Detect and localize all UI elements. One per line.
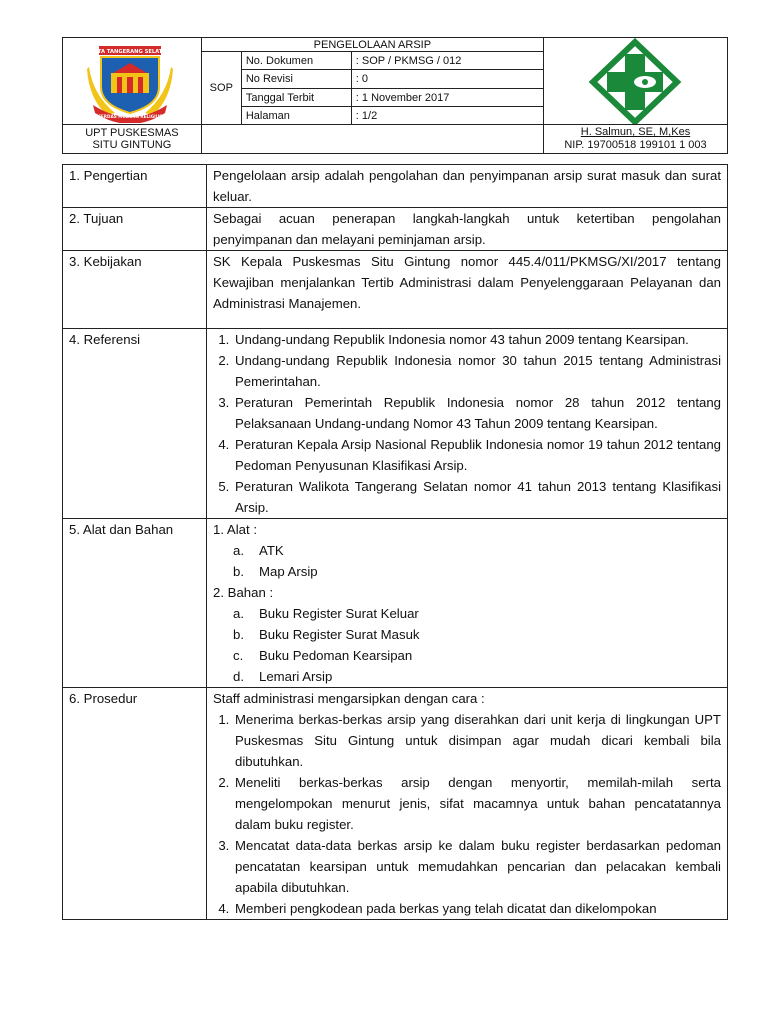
label-alat-bahan: 5. Alat dan Bahan (63, 519, 207, 688)
row-pengertian (63, 165, 728, 208)
alat-item (233, 540, 721, 561)
prosedur-item: 3. Mencatat data-data berkas arsip ke dalam buku register berdasarkan pedoman pencatatan kearsipan untuk memudahkan pencarian dan pelacakan kembali apabila dibutuhkan. (233, 835, 721, 898)
alat-letter: b. (233, 564, 244, 579)
referensi-item: 1. Undang-undang Republik Indonesia nomor 43 tahun 2009 tentang Kearsipan. (233, 329, 721, 350)
prosedur-item: 4. Memberi pengkodean pada berkas yang telah dicatat dan dikelompokan (233, 898, 721, 919)
alat-letter: a. (233, 543, 244, 558)
field-value-no-dokumen: : SOP / PKMSG / 012 (351, 52, 543, 70)
label-prosedur: 6. Prosedur (63, 688, 207, 920)
bahan-list (213, 603, 721, 687)
text-tujuan: Sebagai acuan penerapan langkah-langkah untuk ketertiban pengolahan penyimpanan dan melayani peminjaman arsip. (207, 208, 728, 251)
organization-name (63, 125, 202, 154)
alat-item (233, 561, 721, 582)
alat-text: ATK (259, 543, 284, 558)
row-kebijakan (63, 251, 728, 329)
label-pengertian: 1. Pengertian (63, 165, 207, 208)
bahan-text: Lemari Arsip (259, 669, 333, 684)
puskesmas-emblem-icon (587, 38, 683, 124)
bahan-letter: b. (233, 627, 244, 642)
signer-nip: NIP. 19700518 199101 1 003 (564, 139, 707, 151)
referensi-cell (207, 329, 728, 519)
row-prosedur (63, 688, 728, 920)
document-title: PENGELOLAAN ARSIP (201, 38, 543, 52)
referensi-item: 2. Undang-undang Republik Indonesia nomor 30 tahun 2015 tentang Administrasi Pemerintahan. (233, 350, 721, 392)
empty-cell (201, 125, 543, 154)
alat-text: Map Arsip (259, 564, 318, 579)
referensi-list (213, 329, 721, 518)
bahan-title: 2. Bahan : (213, 585, 274, 600)
logo-text-top: KOTA TANGERANG SELATAN (89, 49, 171, 55)
field-label-no-dokumen: No. Dokumen (241, 52, 351, 70)
sop-body-table (62, 164, 728, 920)
referensi-item: 4. Peraturan Kepala Arsip Nasional Republik Indonesia nomor 19 tahun 2012 tentang Pedoman Penyusunan Klasifikasi Arsip. (233, 434, 721, 476)
row-tujuan (63, 208, 728, 251)
bahan-item (233, 645, 721, 666)
signer-name: H. Salmun, SE, M,Kes (580, 126, 691, 138)
text-kebijakan: SK Kepala Puskesmas Situ Gintung nomor 445.4/011/PKMSG/XI/2017 tentang Kewajiban menjalankan Tertib Administrasi dalam Penyelenggaraan Pelayanan dan Administrasi Manajemen. (207, 251, 728, 329)
referensi-item: 3. Peraturan Pemerintah Republik Indonesia nomor 28 tahun 2012 tentang Pelaksanaan Undang-undang Nomor 43 Tahun 2009 tentang Kearsipan. (233, 392, 721, 434)
bahan-item (233, 666, 721, 687)
bahan-letter: a. (233, 606, 244, 621)
bahan-text: Buku Pedoman Kearsipan (259, 648, 413, 663)
bahan-letter: c. (233, 648, 244, 663)
row-alat-bahan (63, 519, 728, 688)
referensi-item: 5. Peraturan Walikota Tangerang Selatan nomor 41 tahun 2013 tentang Klasifikasi Arsip. (233, 476, 721, 518)
prosedur-item: 1. Menerima berkas-berkas arsip yang diserahkan dari unit kerja di lingkungan UPT Puskesmas Situ Gintung untuk disimpan agar mudah dicari kembali bila dibutuhkan. (233, 709, 721, 772)
sop-label: SOP (201, 52, 241, 125)
bahan-letter: d. (233, 669, 244, 684)
logo-text-bottom: CERDAS MODERN RELIGIUS (97, 114, 163, 119)
org-line2: SITU GINTUNG (92, 139, 172, 151)
prosedur-cell (207, 688, 728, 920)
field-value-no-revisi: : 0 (351, 70, 543, 89)
emblem-cell (543, 38, 727, 125)
sop-header-table (62, 37, 728, 154)
bahan-text: Buku Register Surat Masuk (259, 627, 420, 642)
label-tujuan: 2. Tujuan (63, 208, 207, 251)
row-referensi (63, 329, 728, 519)
bahan-item (233, 624, 721, 645)
city-logo-icon (85, 43, 175, 123)
alat-bahan-cell (207, 519, 728, 688)
text-pengertian: Pengelolaan arsip adalah pengolahan dan penyimpanan arsip surat masuk dan surat keluar. (207, 165, 728, 208)
field-label-tanggal-terbit: Tanggal Terbit (241, 89, 351, 107)
prosedur-list (213, 709, 721, 919)
org-line1: UPT PUSKESMAS (85, 127, 179, 139)
alat-list (213, 540, 721, 582)
label-kebijakan: 3. Kebijakan (63, 251, 207, 329)
field-label-no-revisi: No Revisi (241, 70, 351, 89)
prosedur-intro: Staff administrasi mengarsipkan dengan cara : (213, 691, 485, 706)
field-value-halaman: : 1/2 (351, 107, 543, 125)
bahan-text: Buku Register Surat Keluar (259, 606, 419, 621)
bahan-item (233, 603, 721, 624)
field-label-halaman: Halaman (241, 107, 351, 125)
label-referensi: 4. Referensi (63, 329, 207, 519)
signer-cell (543, 125, 727, 154)
logo-cell (63, 38, 202, 125)
alat-title: 1. Alat : (213, 522, 257, 537)
prosedur-item: 2. Meneliti berkas-berkas arsip dengan menyortir, memilah-milah serta mengelompokan menurut jenis, sifat macamnya untuk bahan pencatatannya dalam buku register. (233, 772, 721, 835)
field-value-tanggal-terbit: : 1 November 2017 (351, 89, 543, 107)
